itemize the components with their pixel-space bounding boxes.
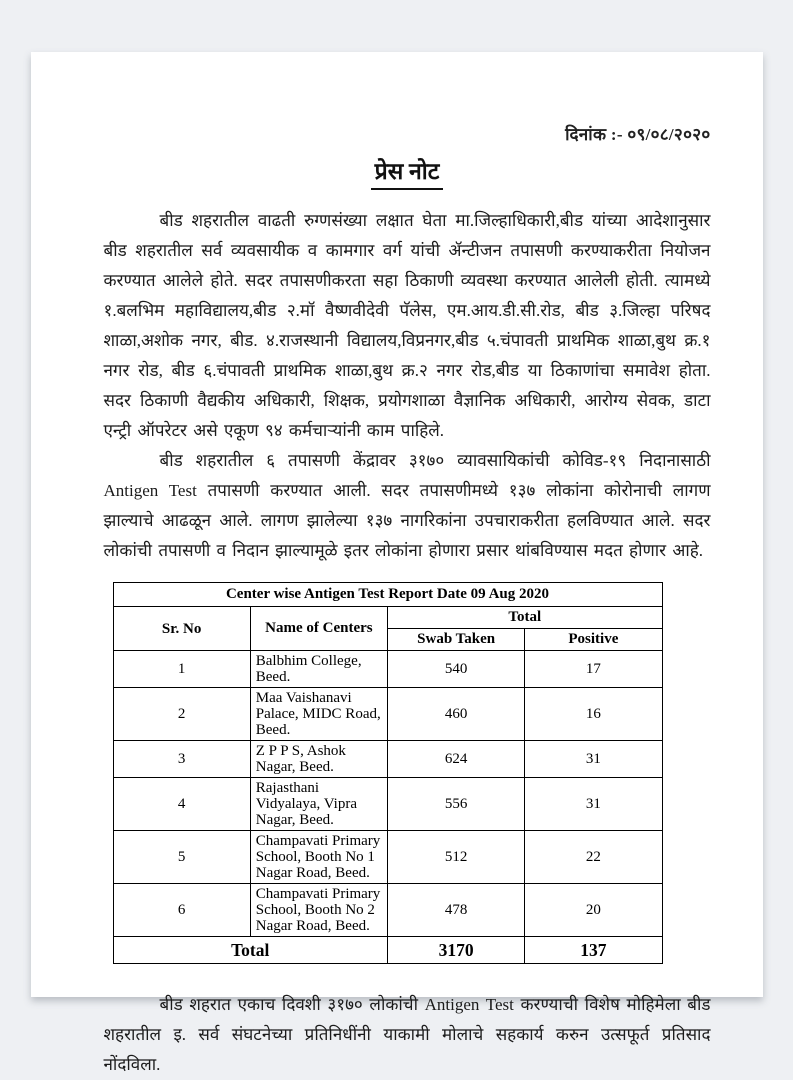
table-head bbox=[113, 583, 662, 651]
row-swab-taken: 460 bbox=[388, 688, 525, 741]
table-total-row bbox=[113, 937, 662, 964]
paragraph-intro: बीड शहरातील वाढती रुग्णसंख्या लक्षात घेता मा.जिल्हाधिकारी,बीड यांच्या आदेशानुसार बीड शहरातील सर्व व्यवसायीक व कामगार वर्ग यांची ॲन्टीजन तपासणी करण्याकरीता नियोजन करण्यात आलेले होते. सदर तपासणीकरता सहा ठिकाणी व्यवस्था करण्यात आलेली होती. त्यामध्ये १.बलभिम महाविद्यालय,बीड २.मॉ वैष्णवीदेवी पॅलेस, एम.आय.डी.सी.रोड, बीड ३.जिल्हा परिषद शाळा,अशोक नगर, बीड. ४.राजस्थानी विद्यालय,विप्रनगर,बीड ५.चंपावती प्राथमिक शाळा,बुथ क्र.१ नगर रोड, बीड ६.चंपावती प्राथमिक शाळा,बुथ क्र.२ नगर रोड,बीड या ठिकाणांचा समावेश होता. सदर ठिकाणी वैद्यकीय अधिकारी, शिक्षक, प्रयोगशाळा वैज्ञानिक अधिकारी, आरोग्य सेवक, डाटा एन्ट्री ऑपरेटर असे एकूण ९४ कर्मचाऱ्यांनी काम पाहिले. bbox=[103, 211, 711, 440]
table-title: Center wise Antigen Test Report Date 09 Aug 2020 bbox=[113, 583, 662, 607]
header-name-of-centers: Name of Centers bbox=[250, 607, 387, 651]
date-line: दिनांक :- ०९/०८/२०२० bbox=[565, 125, 711, 144]
table-row bbox=[113, 831, 662, 884]
row-swab-taken: 556 bbox=[388, 778, 525, 831]
row-swab-taken: 512 bbox=[388, 831, 525, 884]
row-center-name: Maa Vaishanavi Palace, MIDC Road, Beed. bbox=[250, 688, 387, 741]
total-swab-taken: 3170 bbox=[388, 937, 525, 964]
row-center-name: Champavati Primary School, Booth No 1 Nagar Road, Beed. bbox=[250, 831, 387, 884]
title-wrap bbox=[104, 154, 711, 190]
header-sr-no: Sr. No bbox=[113, 607, 250, 651]
header-total-group: Total bbox=[388, 607, 663, 629]
report-table-wrap bbox=[113, 582, 711, 964]
row-swab-taken: 540 bbox=[388, 651, 525, 688]
antigen-report-table bbox=[113, 582, 663, 964]
row-positive: 20 bbox=[525, 884, 662, 937]
paragraph-closing: बीड शहरात एकाच दिवशी ३१७० लोकांची Antigen Test करण्याची विशेष मोहिमेला बीड शहरातील इ. सर्व संघटनेच्या प्रतिनिधींनी याकामी मोलाचे सहकार्य करुन उत्सफूर्त प्रतिसाद नोंदविला. bbox=[103, 995, 711, 1074]
row-positive: 22 bbox=[525, 831, 662, 884]
row-positive: 31 bbox=[525, 741, 662, 778]
paragraph-test-summary: बीड शहरातील ६ तपासणी केंद्रावर ३१७० व्यावसायिकांची कोविड-१९ निदानासाठी Antigen Test तपासणी करण्यात आली. सदर तपासणीमध्ये १३७ लोकांना कोरोनाची लागण झाल्याचे आढळून आले. लागण झालेल्या १३७ नागरिकांना उपचाराकरीता हलविण्यात आले. सदर लोकांची तपासणी व निदान झाल्यामूळे इतर लोकांना होणारा प्रसार थांबविण्यास मदत होणार आहे. bbox=[103, 451, 711, 560]
row-positive: 16 bbox=[525, 688, 662, 741]
table-row bbox=[113, 651, 662, 688]
document-content bbox=[31, 52, 763, 1080]
row-sr-no: 1 bbox=[113, 651, 250, 688]
row-center-name: Balbhim College, Beed. bbox=[250, 651, 387, 688]
total-positive: 137 bbox=[525, 937, 662, 964]
row-sr-no: 5 bbox=[113, 831, 250, 884]
row-sr-no: 3 bbox=[113, 741, 250, 778]
row-positive: 17 bbox=[525, 651, 662, 688]
total-label: Total bbox=[113, 937, 388, 964]
table-row bbox=[113, 741, 662, 778]
table-foot bbox=[113, 937, 662, 964]
row-center-name: Z P P S, Ashok Nagar, Beed. bbox=[250, 741, 387, 778]
table-row bbox=[113, 884, 662, 937]
row-swab-taken: 478 bbox=[388, 884, 525, 937]
row-center-name: Rajasthani Vidyalaya, Vipra Nagar, Beed. bbox=[250, 778, 387, 831]
row-positive: 31 bbox=[525, 778, 662, 831]
row-swab-taken: 624 bbox=[388, 741, 525, 778]
row-sr-no: 6 bbox=[113, 884, 250, 937]
table-header-row-1 bbox=[113, 607, 662, 629]
table-body bbox=[113, 651, 662, 937]
row-sr-no: 4 bbox=[113, 778, 250, 831]
row-center-name: Champavati Primary School, Booth No 2 Nagar Road, Beed. bbox=[250, 884, 387, 937]
table-row bbox=[113, 778, 662, 831]
page-title: प्रेस नोट bbox=[371, 154, 444, 190]
document-page bbox=[31, 52, 763, 1074]
header-positive: Positive bbox=[525, 629, 662, 651]
table-title-row bbox=[113, 583, 662, 607]
table-row bbox=[113, 688, 662, 741]
row-sr-no: 2 bbox=[113, 688, 250, 741]
header-swab-taken: Swab Taken bbox=[388, 629, 525, 651]
